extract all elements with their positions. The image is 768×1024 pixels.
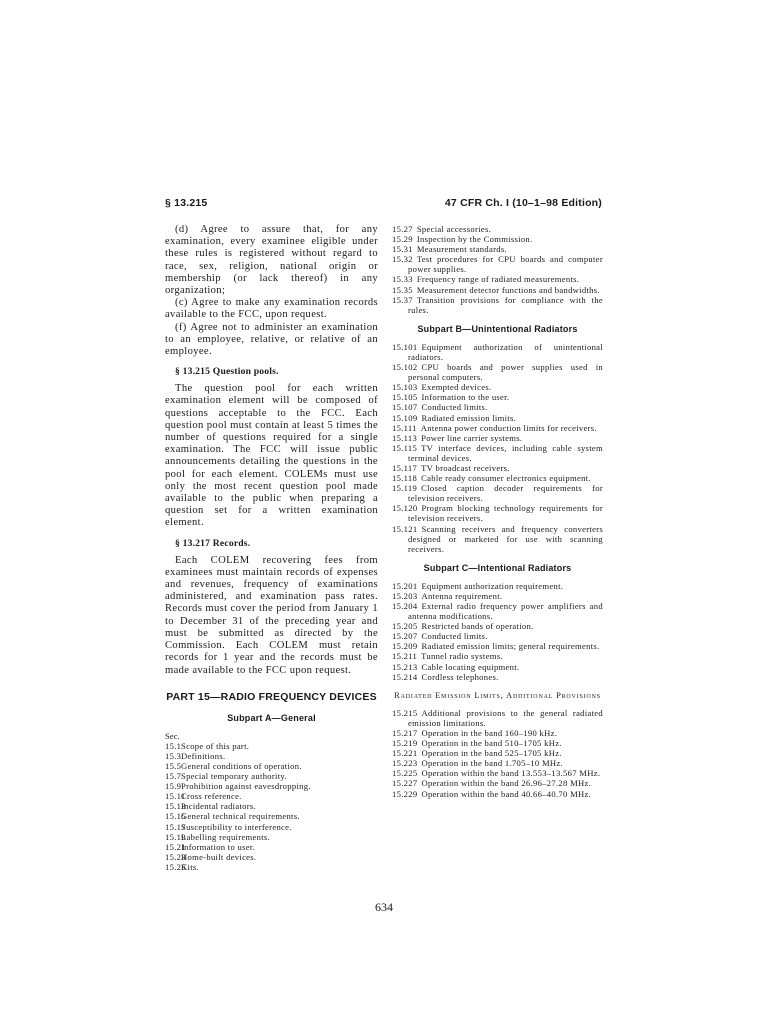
toc-entry-text: Equipment authorization requirement. (421, 580, 564, 591)
toc-entry-number: 15.119 (392, 483, 418, 494)
toc-entry (392, 601, 603, 621)
toc-entry (392, 423, 603, 433)
toc-entry (165, 811, 378, 821)
toc-entry-number: 15.121 (392, 523, 418, 534)
toc-entry-number: 15.15 (165, 811, 186, 822)
toc-entry-text: Home-built devices. (181, 851, 257, 862)
toc-entry-number: 15.201 (392, 580, 418, 591)
toc-entry-text: Special temporary authority. (181, 771, 287, 782)
toc-entry (392, 433, 603, 443)
toc-subpart-b (392, 342, 603, 554)
subpart-b-heading: Subpart B—Unintentional Radiators (417, 323, 578, 334)
toc-entry-text: Cable locating equipment. (421, 661, 520, 672)
toc-entry-text: Incidental radiators. (181, 801, 257, 812)
subpart-c-heading: Subpart C—Intentional Radiators (423, 562, 572, 573)
toc-entry-text: Program blocking technology requirements for television receivers. (408, 503, 603, 524)
toc-entry (165, 822, 378, 832)
toc-entry-text: Equipment authorization of unintentional radiators. (408, 341, 603, 362)
left-column (165, 224, 378, 872)
section-13-215-text: The question pool for each written examination element will be composed of questions acceptable to the FCC. Each question pool must contain at least 5 times the number of questions required for a single examination. The FCC will issue public announcements detailing the questions in the pool for each element. COLEMs must use only the most recent question pool made available to the public when preparing a question set for a written examination element. (165, 383, 378, 529)
toc-entry-text: Operation within the band 13.553–13.567 MHz. (421, 768, 601, 779)
toc-entry-number: 15.35 (392, 284, 413, 295)
toc-entry (392, 362, 603, 382)
toc-entry-text: Additional provisions to the general radiated emission limitations. (408, 707, 603, 728)
toc-entry (392, 728, 603, 738)
paragraph-e: (c) Agree to make any examination records available to the FCC, upon request. (165, 297, 378, 321)
section-13-215-heading: § 13.215 Question pools. (175, 366, 279, 378)
toc-entry (392, 524, 603, 554)
toc-entry (165, 761, 378, 771)
toc-entry-number: 15.118 (392, 473, 418, 484)
toc-entry (392, 274, 603, 284)
toc-entry-number: 15.27 (392, 224, 413, 234)
toc-entry-text: Labelling requirements. (181, 831, 270, 842)
toc-entry-text: Cable ready consumer electronics equipment. (421, 473, 591, 484)
part-15-title: PART 15—RADIO FREQUENCY DEVICES (166, 690, 377, 703)
toc-entry-text: Antenna requirement. (421, 590, 503, 601)
toc-entry-text: TV broadcast receivers. (421, 462, 510, 473)
toc-entry-text: Scanning receivers and frequency converters designed or marketed for use with scanning receivers. (408, 523, 603, 554)
toc-subpart-c (392, 581, 603, 682)
toc-entry-number: 15.25 (165, 861, 186, 872)
toc-entry-number: 15.103 (392, 382, 418, 393)
toc-entry-number: 15.107 (392, 402, 418, 413)
header-title: 47 CFR Ch. I (10–1–98 Edition) (444, 197, 602, 209)
toc-entry-text: General technical requirements. (181, 811, 300, 822)
toc-entry (392, 768, 603, 778)
toc-entry (392, 382, 603, 392)
toc-entry-number: 15.221 (392, 748, 418, 759)
toc-entry (165, 862, 378, 872)
toc-entry-text: Definitions. (181, 750, 226, 761)
toc-entry (165, 771, 378, 781)
toc-entry-number: 15.209 (392, 641, 418, 652)
toc-entry-number: 15.217 (392, 727, 418, 738)
toc-entry-number: 15.227 (392, 778, 418, 789)
toc-entry (165, 781, 378, 791)
toc-entry-text: Prohibition against eavesdropping. (181, 781, 311, 792)
toc-entry-number: 15.223 (392, 758, 418, 769)
toc-entry (392, 662, 603, 672)
toc-entry-text: Operation in the band 525–1705 kHz. (421, 748, 562, 759)
toc-entry (392, 748, 603, 758)
radiated-emission-heading: Radiated Emission Limits, Additional Provisions (394, 689, 601, 700)
toc-entry (392, 473, 603, 483)
toc-entry-number: 15.111 (392, 422, 417, 433)
toc-entry (392, 342, 603, 362)
toc-entry-number: 15.229 (392, 788, 418, 799)
paragraph-d: (d) Agree to assure that, for any examination, every examinee eligible under these rules is registered without regard to race, sex, religion, national origin or membership (or lack thereof) in any organization; (165, 224, 378, 297)
toc-entry (165, 842, 378, 852)
toc-entry-number: 15.101 (392, 341, 418, 352)
toc-entry-text: CPU boards and power supplies used in personal computers. (408, 362, 603, 383)
toc-entry-text: Tunnel radio systems. (421, 651, 503, 662)
toc-entry-number: 15.109 (392, 412, 418, 423)
toc-entry-text: Test procedures for CPU boards and computer power supplies. (408, 254, 603, 275)
toc-entry (392, 672, 603, 682)
toc-entry-number: 15.9 (165, 781, 182, 792)
section-13-217-text: Each COLEM recovering fees from examinees must maintain records of expenses and revenues, frequency of examinations administered, and examination pass rates. Records must cover the period from January 1 to December 31 of the preceding year and must be submitted as directed by the Commission. Each COLEM must retain records for 1 year and the records must be made available to the FCC upon request. (165, 554, 378, 676)
toc-entry-number: 15.5 (165, 760, 182, 771)
toc-entry-number: 15.3 (165, 750, 182, 761)
toc-entry (392, 285, 603, 295)
toc-entry (392, 244, 603, 254)
toc-entry (392, 503, 603, 523)
toc-entry-text: Operation in the band 510–1705 kHz. (421, 738, 562, 749)
toc-entry-number: 15.37 (392, 294, 413, 305)
toc-entry-text: Restricted bands of operation. (421, 621, 534, 632)
toc-entry-text: Transition provisions for compliance with the rules. (408, 294, 603, 315)
toc-entry-text: Closed caption decoder requirements for television receivers. (408, 483, 603, 504)
toc-entry (392, 483, 603, 503)
toc-entry-number: 15.21 (165, 841, 186, 852)
toc-entry (392, 789, 603, 799)
toc-entry-text: Power line carrier systems. (421, 432, 523, 443)
toc-entry-number: 15.213 (392, 661, 418, 672)
toc-entry-number: 15.211 (392, 651, 418, 662)
toc-entry-text: Operation within the band 40.66–40.70 MHz. (421, 788, 592, 799)
toc-entry (392, 581, 603, 591)
toc-entry-text: Radiated emission limits; general requirements. (421, 641, 600, 652)
toc-entry (392, 591, 603, 601)
toc-entry-text: Inspection by the Commission. (416, 234, 533, 245)
toc-entry (392, 738, 603, 748)
toc-entry-number: 15.23 (165, 851, 186, 862)
toc-entry-text: Cross reference. (181, 791, 242, 802)
toc-entry-text: Cordless telephones. (421, 671, 499, 682)
toc-radiated-provisions (392, 708, 603, 799)
toc-entry-text: Operation within the band 26.96–27.28 MHz. (421, 778, 592, 789)
toc-entry (392, 631, 603, 641)
toc-entry-number: 15.205 (392, 621, 418, 632)
toc-entry (392, 443, 603, 463)
toc-entry-text: Radiated emission limits. (421, 412, 517, 423)
toc-entry-text: TV interface devices, including cable system terminal devices. (408, 442, 603, 463)
toc-entry (165, 751, 378, 761)
toc-entry (392, 295, 603, 315)
right-column (392, 224, 603, 799)
toc-entry-number: 15.7 (165, 771, 182, 782)
toc-entry-text: Kits. (181, 861, 199, 872)
toc-entry (165, 852, 378, 862)
toc-entry-number: 15.120 (392, 503, 418, 514)
toc-entry (165, 791, 378, 801)
toc-entry-number: 15.225 (392, 768, 418, 779)
toc-entry (392, 463, 603, 473)
toc-entry (165, 801, 378, 811)
toc-entry-number: 15.214 (392, 671, 418, 682)
toc-entry-number: 15.17 (165, 821, 186, 832)
toc-entry (392, 758, 603, 768)
toc-entry-number: 15.19 (165, 831, 186, 842)
toc-entry-text: Information to the user. (421, 392, 510, 403)
toc-entry-number: 15.204 (392, 601, 418, 611)
toc-entry-number: 15.113 (392, 432, 418, 443)
toc-entry-text: Special accessories. (416, 224, 492, 234)
toc-entry-number: 15.219 (392, 738, 418, 749)
toc-entry (165, 832, 378, 842)
toc-entry-number: 15.105 (392, 392, 418, 403)
toc-entry (392, 392, 603, 402)
toc-entry (392, 621, 603, 631)
toc-entry-number: 15.29 (392, 234, 413, 245)
toc-entry-number: 15.215 (392, 707, 418, 718)
toc-entry-number: 15.115 (392, 442, 418, 453)
toc-entry-text: Conducted limits. (421, 402, 488, 413)
toc-entry-text: Operation in the band 1.705–10 MHz. (421, 758, 563, 769)
toc-entry-number: 15.33 (392, 274, 413, 285)
toc-entry (392, 651, 603, 661)
toc-entry-text: Information to user. (181, 841, 256, 852)
toc-subpart-a-continued (392, 224, 603, 315)
toc-entry-number: 15.1 (165, 740, 182, 751)
toc-entry-text: Scope of this part. (181, 740, 250, 751)
toc-entry-text: Operation in the band 160–190 kHz. (421, 727, 558, 738)
toc-entry (165, 741, 378, 751)
toc-entry (392, 224, 603, 234)
toc-entry-text: Measurement standards. (416, 244, 507, 255)
sec-label: Sec. (165, 730, 180, 741)
toc-entry-number: 15.203 (392, 590, 418, 601)
toc-entry-number: 15.117 (392, 462, 418, 473)
toc-entry-number: 15.32 (392, 254, 413, 265)
toc-entry-text: Antenna power conduction limits for receivers. (420, 422, 597, 433)
toc-entry-number: 15.13 (165, 801, 186, 812)
toc-entry-number: 15.11 (165, 791, 186, 802)
page-number: 634 (375, 900, 393, 914)
toc-entry (392, 402, 603, 412)
toc-entry-number: 15.102 (392, 362, 418, 373)
toc-entry-number: 15.207 (392, 631, 418, 642)
toc-entry-text: Measurement detector functions and bandwidths. (416, 284, 600, 295)
toc-entry-text: Frequency range of radiated measurements. (416, 274, 580, 285)
toc-entry-text: Conducted limits. (421, 631, 488, 642)
toc-entry (392, 708, 603, 728)
section-13-217-heading: § 13.217 Records. (175, 537, 251, 549)
toc-entry (392, 778, 603, 788)
toc-entry (392, 641, 603, 651)
toc-entry-text: Exempted devices. (421, 382, 492, 393)
paragraph-f: (f) Agree not to administer an examination to an employee, relative, or relative of an employee. (165, 321, 378, 358)
toc-entry (392, 413, 603, 423)
toc-entry-text: Susceptibility to interference. (181, 821, 292, 832)
toc-subpart-a (165, 741, 378, 872)
subpart-a-heading: Subpart A—General (227, 712, 316, 723)
toc-entry-text: External radio frequency power amplifiers and antenna modifications. (408, 601, 603, 622)
header-section: § 13.215 (165, 197, 208, 209)
toc-entry (392, 234, 603, 244)
toc-entry (392, 254, 603, 274)
toc-entry-text: General conditions of operation. (181, 760, 302, 771)
toc-entry-number: 15.31 (392, 244, 413, 255)
